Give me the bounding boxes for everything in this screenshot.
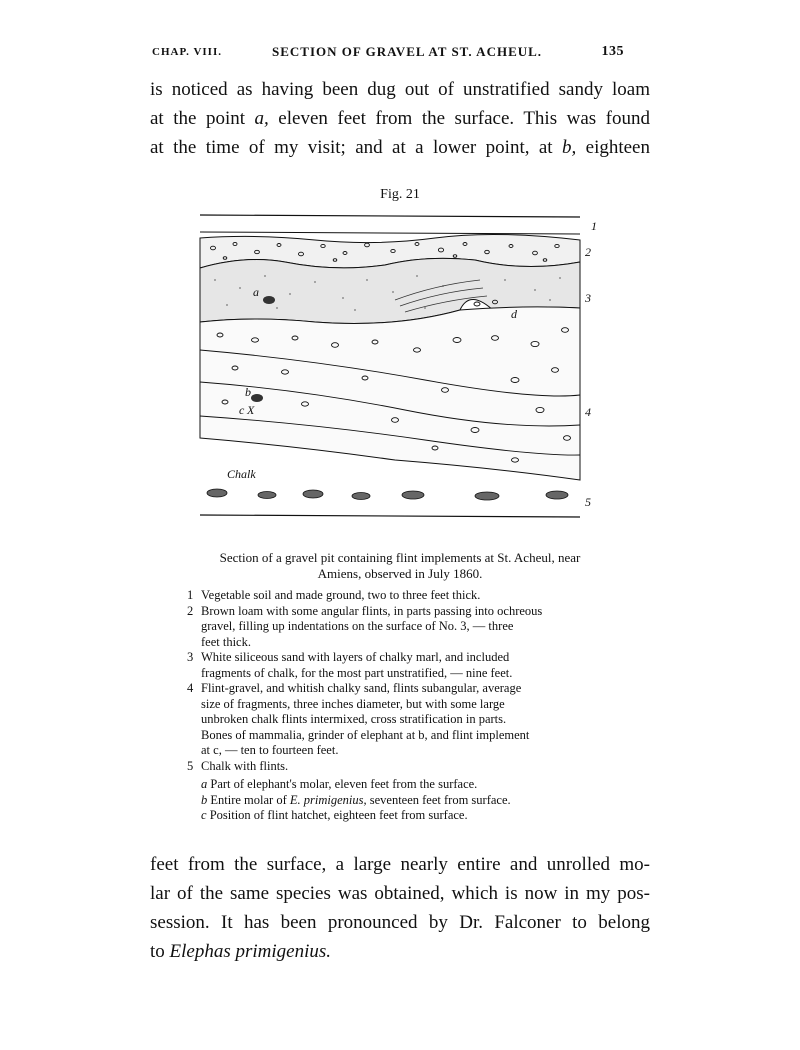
legend-notes: [187, 777, 623, 824]
text-line: lar of the same species was obtained, which is now in my pos-: [150, 883, 650, 904]
layer-number-5: 5: [585, 495, 591, 509]
layer-number-3: 3: [585, 291, 591, 305]
point-label-c: c: [239, 403, 245, 417]
caption-line: Section of a gravel pit containing flint implements at St. Acheul, near: [219, 550, 581, 565]
running-title: SECTION OF GRAVEL AT ST. ACHEUL.: [272, 44, 543, 59]
surface-line: [200, 215, 580, 217]
point-label-b: b: [245, 385, 251, 399]
layer-number-2: 2: [585, 245, 591, 259]
chalk-flint-nodules: [207, 489, 568, 500]
figure-label: Fig. 21: [380, 187, 420, 202]
text-line: feet from the surface, a large nearly entire and unrolled mo-: [150, 854, 650, 875]
chapter-label: CHAP. VIII.: [152, 46, 222, 58]
fossil-molar-a-icon: [263, 296, 275, 304]
figure-base-line: [200, 515, 580, 517]
chalk-label: Chalk: [227, 467, 256, 481]
legend-item-5: 5 Chalk with flints.: [187, 758, 289, 773]
note-c: c Position of flint hatchet, eighteen feet from surface.: [201, 808, 468, 822]
point-label-a: a: [253, 285, 259, 299]
legend-item-3: 3 White siliceous sand with layers of chalky marl, and included fragments of chalk, for the most part unstratified, — nine feet.: [187, 650, 513, 680]
legend-item-4: 4 Flint-gravel, and whitish chalky sand, flints subangular, average size of fragments, three inches diameter, but with some large unbroken chalk flints intermixed, cross stratification in parts. Bones of mammalia, grinder of elephant at b, and flint implement at c, — ten to fourteen feet.: [187, 681, 530, 757]
running-head: [152, 44, 624, 64]
note-a: a Part of elephant's molar, eleven feet from the surface.: [201, 777, 478, 791]
caption-line: Amiens, observed in July 1860.: [317, 566, 483, 581]
figure-legend: [187, 588, 623, 824]
note-b: b Entire molar of E. primigenius, seventeen feet from surface.: [201, 792, 511, 807]
top-paragraph: [150, 75, 650, 162]
layer-1-base-line: [200, 232, 580, 234]
fossil-molar-b-icon: [251, 394, 263, 402]
page-number: 135: [601, 44, 624, 59]
text-line: at the point a, eleven feet from the surface. This was found: [150, 108, 650, 129]
figure-caption: [0, 550, 800, 582]
point-label-x: X: [247, 403, 255, 417]
text-line: to Elephas primigenius.: [150, 941, 332, 962]
gravel-section-figure: [195, 210, 605, 530]
point-label-d: d: [511, 307, 517, 321]
legend-item-1: 1 Vegetable soil and made ground, two to three feet thick.: [187, 588, 481, 602]
layer-4-flint-gravel: [200, 307, 580, 480]
text-line: is noticed as having been dug out of unstratified sandy loam: [150, 79, 650, 100]
bottom-paragraph: [150, 850, 650, 966]
layer-number-1: 1: [591, 219, 597, 233]
text-line: at the time of my visit; and at a lower point, at b, eighteen: [150, 137, 650, 158]
legend-item-2: 2 Brown loam with some angular flints, in parts passing into ochreous gravel, filling up indentations on the surface of No. 3, — three feet thick.: [187, 603, 543, 649]
text-line: session. It has been pronounced by Dr. Falconer to belong: [150, 912, 650, 933]
layer-number-4: 4: [585, 405, 591, 419]
section-diagram: [195, 210, 605, 530]
